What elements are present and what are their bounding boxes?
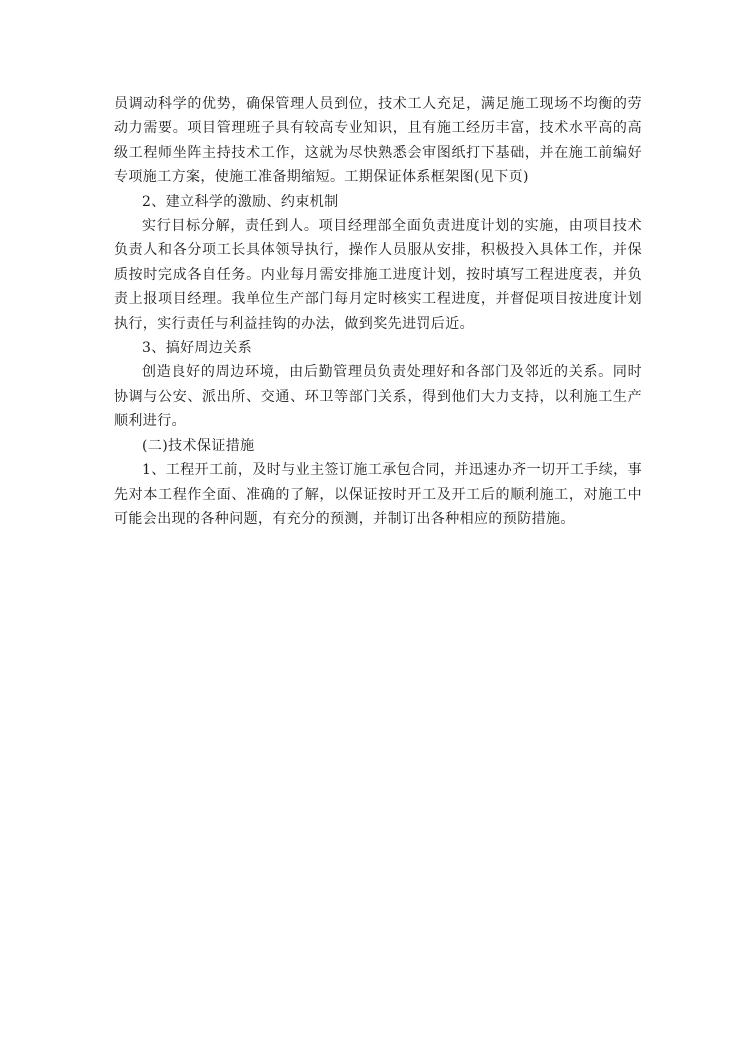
document-body [114,92,642,531]
paragraph-continuation: 员调动科学的优势，确保管理人员到位，技术工人充足，满足施工现场不均衡的劳动力需要。项目管理班子具有较高专业知识，且有施工经历丰富，技术水平高的高级工程师坐阵主持技术工作，这就为尽快熟悉会审图纸打下基础，并在施工前编好专项施工方案，使施工准备期缩短。工期保证体系框架图(见下页) [114,96,642,186]
section-heading-technical-measures: (二)技术保证措施 [142,437,255,454]
section-heading-surrounding-relations: 3、搞好周边关系 [142,340,253,357]
section-heading-incentive-mechanism: 2、建立科学的激励、约束机制 [142,193,339,210]
paragraph-incentive-mechanism: 实行目标分解，责任到人。项目经理部全面负责进度计划的实施，由项目技术负责人和各分项工长具体领导执行，操作人员服从安排，积极投入具体工作，并保质按时完成各自任务。内业每月需安排施工进度计划，按时填写工程进度表，并负责上报项目经理。我单位生产部门每月定时核实工程进度，并督促项目按进度计划执行，实行责任与利益挂钩的办法，做到奖先进罚后近。 [114,218,642,332]
paragraph-surrounding-relations: 创造良好的周边环境，由后勤管理员负责处理好和各部门及邻近的关系。同时协调与公安、派出所、交通、环卫等部门关系，得到他们大力支持，以利施工生产顺利进行。 [114,364,642,430]
paragraph-technical-measures: 1、工程开工前，及时与业主签订施工承包合同，并迅速办齐一切开工手续，事先对本工程作全面、准确的了解，以保证按时开工及开工后的顺利施工，对施工中可能会出现的各种问题，有充分的预测，并制订出各种相应的预防措施。 [114,462,642,527]
